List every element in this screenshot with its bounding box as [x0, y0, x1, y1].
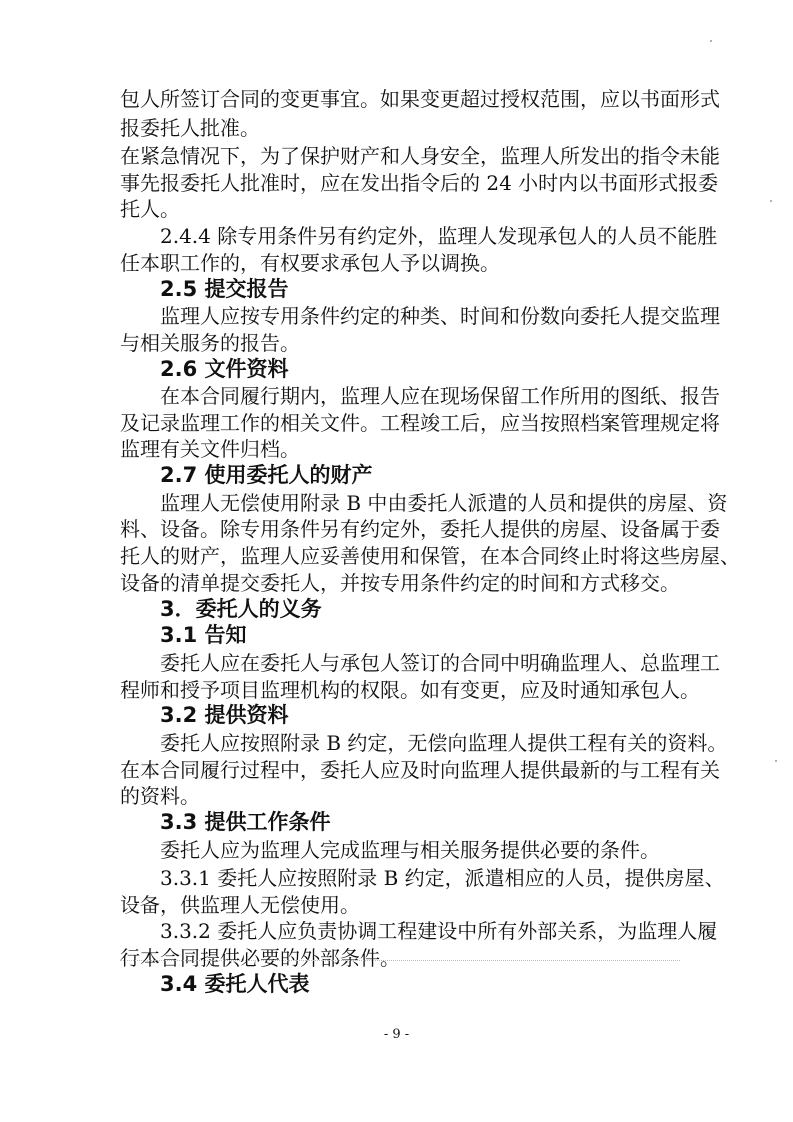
body-text-line: 监理人无偿使用附录 B 中由委托人派遣的人员和提供的房屋、资	[160, 490, 728, 515]
section-heading-2-5: 2.5 提交报告	[160, 276, 289, 301]
section-heading-3-2: 3.2 提供资料	[160, 703, 289, 728]
body-text-line: 设备，供监理人无偿使用。	[120, 892, 360, 917]
faint-divider	[120, 960, 680, 961]
body-text-line: 监理有关文件归档。	[120, 437, 300, 462]
body-text-line: 在本合同履行期内，监理人应在现场保留工作所用的图纸、报告	[160, 384, 720, 408]
body-text-line: 程师和授予项目监理机构的权限。如有变更，应及时通知承包人。	[120, 677, 700, 702]
body-text-line: 设备的清单提交委托人，并按专用条件约定的时间和方式移交。	[120, 570, 680, 595]
section-heading-2-7: 2.7 使用委托人的财产	[160, 463, 373, 488]
body-text-line: 与相关服务的报告。	[120, 330, 300, 355]
clause-3-3-2: 3.3.2 委托人应负责协调工程建设中所有外部关系，为监理人履	[160, 919, 718, 944]
section-heading-3-3: 3.3 提供工作条件	[160, 810, 331, 835]
body-text-line: 的资料。	[120, 784, 200, 809]
section-heading-3-4: 3.4 委托人代表	[160, 972, 310, 996]
clause-3-3-1: 3.3.1 委托人应按照附录 B 约定，派遣相应的人员，提供房屋、	[160, 866, 725, 891]
chapter-heading-3: 3．委托人的义务	[160, 596, 322, 621]
body-text-line: 及记录监理工作的相关文件。工程竣工后，应当按照档案管理规定将	[120, 410, 720, 435]
body-text-line: 在本合同履行过程中，委托人应及时向监理人提供最新的与工程有关	[120, 757, 720, 782]
body-text-line: 托人的财产，监理人应妥善使用和保管，在本合同终止时将这些房屋、	[120, 544, 740, 569]
section-heading-2-6: 2.6 文件资料	[160, 356, 289, 381]
page-number: - 9 -	[383, 1027, 410, 1042]
body-text-line: 委托人应在委托人与承包人签订的合同中明确监理人、总监理工	[160, 650, 720, 675]
body-text-line: 报委托人批准。	[120, 115, 260, 140]
scan-speck	[770, 200, 772, 202]
body-text-line: 委托人应为监理人完成监理与相关服务提供必要的条件。	[160, 837, 660, 862]
body-text-line: 托人。	[120, 197, 180, 222]
body-text-line: 包人所签订合同的变更事宜。如果变更超过授权范围，应以书面形式	[120, 87, 720, 111]
scan-speck	[775, 760, 777, 762]
section-heading-3-1: 3.1 告知	[160, 623, 247, 648]
body-text-line: 在紧急情况下，为了保护财产和人身安全，监理人所发出的指令未能	[120, 143, 720, 168]
body-text-line: 料、设备。除专用条件另有约定外，委托人提供的房屋、设备属于委	[120, 517, 720, 542]
body-text-line: 监理人应按专用条件约定的种类、时间和份数向委托人提交监理	[160, 304, 720, 328]
body-text-line: 事先报委托人批准时，应在发出指令后的 24 小时内以书面形式报委	[120, 170, 719, 195]
body-text-line: 行本合同提供必要的外部条件。	[120, 946, 400, 971]
body-text-line: 委托人应按照附录 B 约定，无偿向监理人提供工程有关的资料。	[160, 730, 728, 755]
clause-2-4-4: 2.4.4 除专用条件另有约定外，监理人发现承包人的人员不能胜	[160, 224, 718, 248]
scan-speck	[710, 40, 712, 42]
body-text-line: 任本职工作的，有权要求承包人予以调换。	[120, 250, 500, 275]
